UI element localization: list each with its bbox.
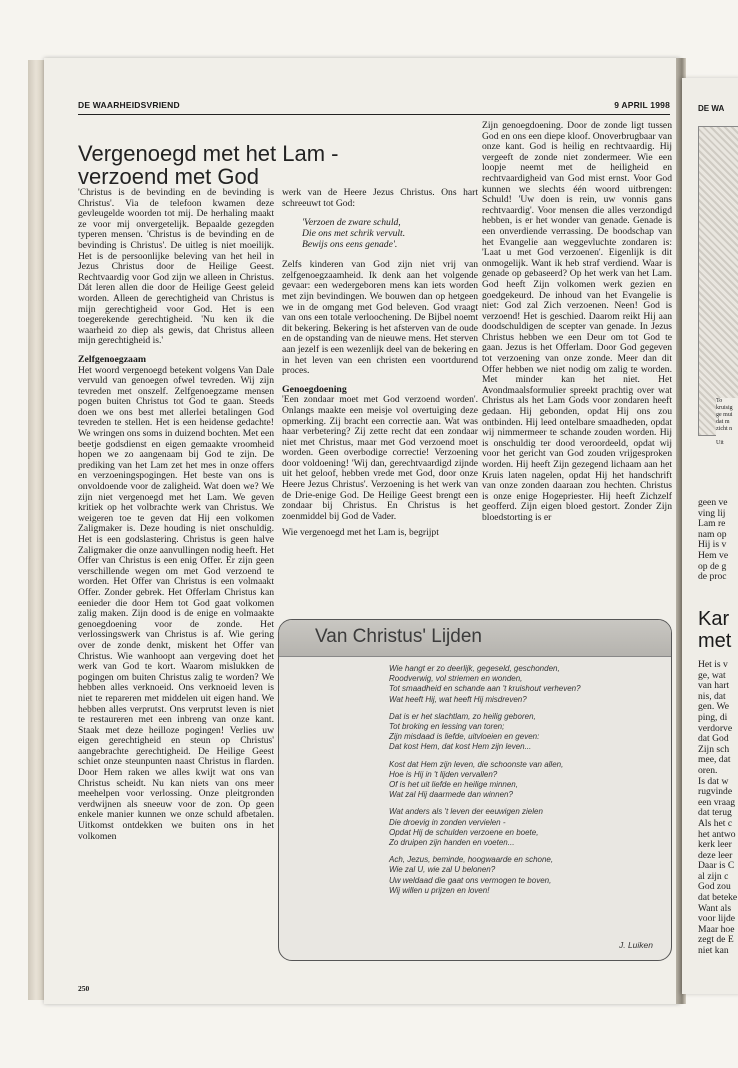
next-page-caption: To kruisig ge mui dat m zicht n Uit	[716, 398, 738, 447]
running-header	[78, 100, 670, 115]
intro-paragraph: 'Christus is de bevinding en de bevinding is Christus'. Via de telefoon kwamen deze gevleugelde woorden tot mij. De herhaling maakt ze voor mij onvergetelijk. Bepaalde gezegden typeren mensen. 'Christus is de bevinding en de bevinding is Christus'. De uitleg is niet moeilijk. Het is de persoonlijke beleving van het heil in Jezus Christus door de Heilige Geest. Rechtvaardig voor God zijn we alleen in Christus. Dát leren allen die door de Heilige Geest geleid worden. Alleen de gerechtigheid van Christus is mijn gerechtigheid voor God. Het is een toegerekende gerechtigheid. 'Nu ken ik die waarheid zo diep als gewis, dat Christus alleen mijn gerechtigheid is.'	[78, 187, 274, 347]
section-body-genoegdoening: 'Een zondaar moet met God verzoend worden'. Onlangs maakte een meisje vol overtuiging deze opmerking. Zij bracht een correctie aan. Wat was haar verbetering? Zij zette recht dat een zondaar niet met Christus, maar met God verzoend moet worden. Geen overbodige correctie! Verzoening door voldoening! 'Wij dan, gerechtvaardigd zijnde uit het geloof, hebben vrede met God, door onze Heere Jezus Christus'. Verzoening is het werk van de Drie-enige God. De Heilige Geest brengt een zondaar bij Christus. En Christus is het zoenmiddel bij God de Vader.	[282, 394, 478, 522]
next-page-headline: Kar met	[698, 608, 732, 652]
poem-stanza: Ach, Jezus, beminde, hoogwaarde en schone, Wie zal U, wie zal U belonen? Uw weldaad die gaat ons vermogen te boven, Wij willen u prijzen en loven!	[389, 855, 554, 895]
next-page-illustration	[698, 126, 738, 436]
poem-title: Van Christus' Lijden	[315, 626, 482, 647]
poem-text	[389, 664, 659, 903]
column-2-opening: werk van de Heere Jezus Christus. Ons hart schreeuwt tot God:	[282, 187, 478, 209]
publication-name: DE WAARHEIDSVRIEND	[78, 100, 180, 110]
section-body-zelfgenoegzaam: Het woord vergenoegd betekent volgens Van Dale vervuld van genoegen ofwel tevreden. Wij zijn tevreden met onszelf. Zelfgenoegzame mensen pogen buiten Christus tot God te gaan. Steeds doen we ons best met allerlei betalingen God tevreden te stellen. Het is een heidense gedachte! We wringen ons soms in duizend bochten. Met een beetje godsdienst en eigen gemaakte vroomheid hopen we zo aangenaam bij God te zijn. De prediking van het Lam zet het mes in onze offers en verzoeningspogingen. Het beste van ons is onvoldoende voor de zaligheid. Wat doen we? We zijn niet vergenoegd met het Lam. We geven kritiek op het volbrachte werk van Christus. We weigeren toe te geven dat Hij een volkomen Zaligmaker is. Deze houding is niet onschuldig. Het is een godslastering. Christus is geen halve Zaligmaker die onze aanvullingen nodig heeft. Het Offer van Christus is een enig Offer. Er zijn geen verschillende wegen om met God verzoend te worden. Het Offer van Christus is een volmaakt Offer. Zonder gebrek. Het Offerlam Christus kan eenieder die door Hem tot God gaat volkomen zalig maken. Zijn dood is de enige en volmaakte genoegdoening voor de zonde. Het verlossingswerk van Christus is af. Wie gering over de zonde denkt, miskent het Offer van Christus. Wie wanhoopt aan vergeving doet het werk van God te kort. Waarom mislukken de pogingen om buiten Christus zalig te worden? We hebben alles verknoeid. Ons verknoeid leven is niet te repareren met middelen uit eigen hand. We hebben alles verprutst. Ons verprutst leven is niet te restaureren met een inbreng van onze kant. Staak met deze heilloze pogingen! Verlies uw eigen gerechtigheid en steun op Christus' aangebrachte gerechtigheid. De Heilige Geest schiet onze steunpunten naast Christus in flarden. Door Hem raken we alles kwijt wat ons van Christus scheidt. Nu kan niets van ons meer meehelpen voor verlossing. Onze pleitgronden verdwijnen als sneeuw voor de zon. Op geen enkele manier kunnen we onze schuld afbetalen. Uitkomst ontdekken we buiten ons in het volkomen	[78, 364, 274, 842]
next-page	[682, 78, 738, 994]
section-heading-zelfgenoegzaam: Zelfgenoegzaam	[78, 353, 147, 365]
poem-author: J. Luiken	[618, 940, 653, 950]
column-1	[78, 188, 274, 842]
article-title: Vergenoegd met het Lam - verzoend met God	[78, 141, 339, 189]
next-page-text-bottom: Het is v ge, wat van hart nis, dat gen. We ping, di verdorve dat God Zijn sch mee, dat oren. Is dat w rugvinde een vraag dat terug Als het c het antwo kerk leer deze leer Daar is C al zijn c God zou dat beteke Want als voor lijde Maar hoe zegt de E niet kan	[698, 659, 738, 957]
column-2-continuation: Wie vergenoegd met het Lam is, begrijpt	[282, 527, 439, 539]
page-number: 250	[78, 984, 90, 993]
column-3-text: Zijn genoegdoening. Door de zonde ligt tussen God en ons een diepe kloof. Onoverbrugbaar van onze kant. God is heilig en rechtvaardig. Hij vergeeft de zonde niet zondermeer. Wie een loopje neemt met de heiligheid en rechtvaardigheid van God mist ernst. Voor God kunnen we slechts één woord uitbrengen: Schuld! 'Uw doen is rein, uw vonnis gans rechtvaardig'. Voor mensen die alles verzondigd hebben, is er het wonder van genade. Genade is een onverdiende verrassing. De boodschap van het Evangelie aan weggevluchte zondaren is: 'Laat u met God verzoenen'. Eigenlijk is dit onmogelijk. Want ik heb straf verdiend. Waar is genade op gebaseerd? Op het werk van het Lam. God heeft Zijn volkomen werk gezien en goedgekeurd. De inhoud van het Evangelie is niet: God zal Zich verzoenen. Neen! God is verzoend! Het is geschied. Daarom reikt Hij aan doodschuldigen de scepter van genade. In Jezus Christus hebben we een Deur om tot God te gaan. Jezus is het Offerlam. Door God gegeven tot verzoening van onze zonde. Meer dan dit Offer hebben we niet nodig om zalig te worden. Met minder kan het niet. Het Avondmaalsformulier spreekt prachtig over wat Christus als het Lam Gods voor zondaren heeft gedaan. Hij gebonden, opdat Hij ons zou ontbinden. Hij leed ontelbare smaadheden, opdat wij nimmermeer te schande zouden worden. Hij is onschuldig ter dood veroordeeld, opdat wij voor het gericht van God zouden vrijgesproken worden. Hij heeft Zijn gezegend lichaam aan het Kruis laten nagelen, opdat Hij het handschrift van onze zonden daaraan zou hechten. Christus is onze enige Hogepriester. Hij heeft Zichzelf geofferd. Zijn eigen bloed gestort. Zonder Zijn bloedstorting is er	[482, 120, 672, 523]
poem-stanza: Dat is er het slachtlam, zo heilig geboren, Tot broking en lessing van toren; Zijn misdaad is liefde, uitvloeien en geven: Dat kost Hem, dat kost Hem zijn leven...	[389, 711, 540, 752]
next-page-text-top: geen ve ving lij Lam re nam op Hij is v Hem ve op de g de proc	[698, 497, 729, 583]
psalm-quote: 'Verzoen de zware schuld, Die ons met schrik vervult. Bewijs ons eens genade'.	[302, 217, 406, 251]
poem-stanza: Wie hangt er zo deerlijk, gegeseld, geschonden, Roodverwig, vol striemen en wonden, Tot smaadheid en schande aan 't kruishout verheven? Wat heeft Hij, wat heeft Hij misdreven?	[389, 664, 581, 704]
poem-stanza: Wat anders als 't leven der eeuwigen zielen Die droevig in zonden vervielen - Opdat Hij de schulden verzoene en boete, Zo druipen zijn handen en voeten...	[389, 807, 543, 848]
poem-box	[278, 619, 672, 961]
poem-title-bar	[279, 620, 671, 657]
issue-date: 9 APRIL 1998	[614, 100, 670, 110]
column-2-paragraph: Zelfs kinderen van God zijn niet vrij van zelfgenoegzaamheid. Ik denk aan het volgende gevaar: een wedergeboren mens kan iets worden met zijn bevindingen. We bouwen dan op hetgeen we in de omgang met God beleven. God vraagt van ons een totale verloochening. De Bijbel noemt dit bekering. Bekering is het afsterven van de oude en de opstanding van de nieuwe mens. Het sterven aan jezelf is een wezenlijk deel van de bekering en in het leven van een christen een voortdurend proces.	[282, 259, 478, 377]
column-3	[482, 121, 672, 524]
section-heading-genoegdoening: Genoegdoening	[282, 383, 347, 395]
poem-stanza: Kost dat Hem zijn leven, die schoonste van allen, Hoe is Hij in 't lijden vervallen? Of is het uit liefde en heilige minnen, Wat zal Hij daarmede dan winnen?	[389, 759, 564, 800]
column-2	[282, 188, 478, 539]
next-page-header: DE WA	[698, 104, 725, 113]
